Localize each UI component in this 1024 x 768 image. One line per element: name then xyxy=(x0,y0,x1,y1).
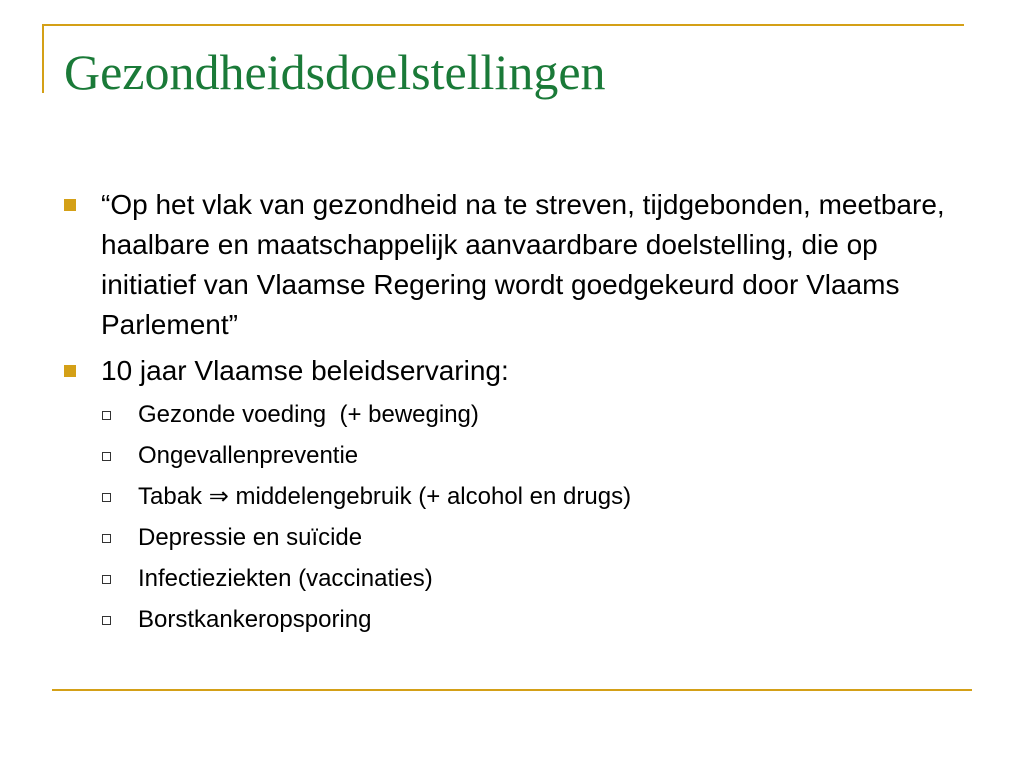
hollow-square-bullet-icon xyxy=(102,452,111,461)
square-bullet-icon xyxy=(64,365,76,377)
bullet-text: “Op het vlak van gezondheid na te streven, tijdgebonden, meetbare, haalbare en maatschappelijk aanvaardbare doelstelling, die op initiatief van Vlaamse Regering wordt goedgekeurd door Vlaams Parlement” xyxy=(101,189,945,340)
hollow-square-bullet-icon xyxy=(102,411,111,420)
subbullet-item xyxy=(60,602,960,637)
subbullet-item xyxy=(60,397,960,432)
subbullet-text: Infectieziekten (vaccinaties) xyxy=(138,565,433,592)
bullet-experience xyxy=(60,351,960,391)
subbullet-text: Gezonde voeding (+ beweging) xyxy=(138,401,479,428)
slide-content xyxy=(60,185,960,637)
subbullet-item xyxy=(60,561,960,596)
hollow-square-bullet-icon xyxy=(102,534,111,543)
bullet-definition xyxy=(60,185,960,345)
frame-vertical-line xyxy=(42,24,44,93)
subbullet-text: Tabak ⇒ middelengebruik (+ alcohol en drugs) xyxy=(138,483,632,510)
subbullet-item xyxy=(60,520,960,555)
subbullet-text: Ongevallenpreventie xyxy=(138,442,359,469)
hollow-square-bullet-icon xyxy=(102,493,111,502)
subbullet-text: Depressie en suïcide xyxy=(138,524,363,551)
frame-bottom-line xyxy=(52,689,972,691)
hollow-square-bullet-icon xyxy=(102,616,111,625)
slide-title: Gezondheidsdoelstellingen xyxy=(64,44,606,100)
bullet-text: 10 jaar Vlaamse beleidservaring: xyxy=(101,355,509,386)
subbullet-item xyxy=(60,479,960,514)
subbullet-item xyxy=(60,438,960,473)
subbullet-text: Borstkankeropsporing xyxy=(138,606,372,633)
hollow-square-bullet-icon xyxy=(102,575,111,584)
square-bullet-icon xyxy=(64,199,76,211)
frame-top-line xyxy=(42,24,964,26)
